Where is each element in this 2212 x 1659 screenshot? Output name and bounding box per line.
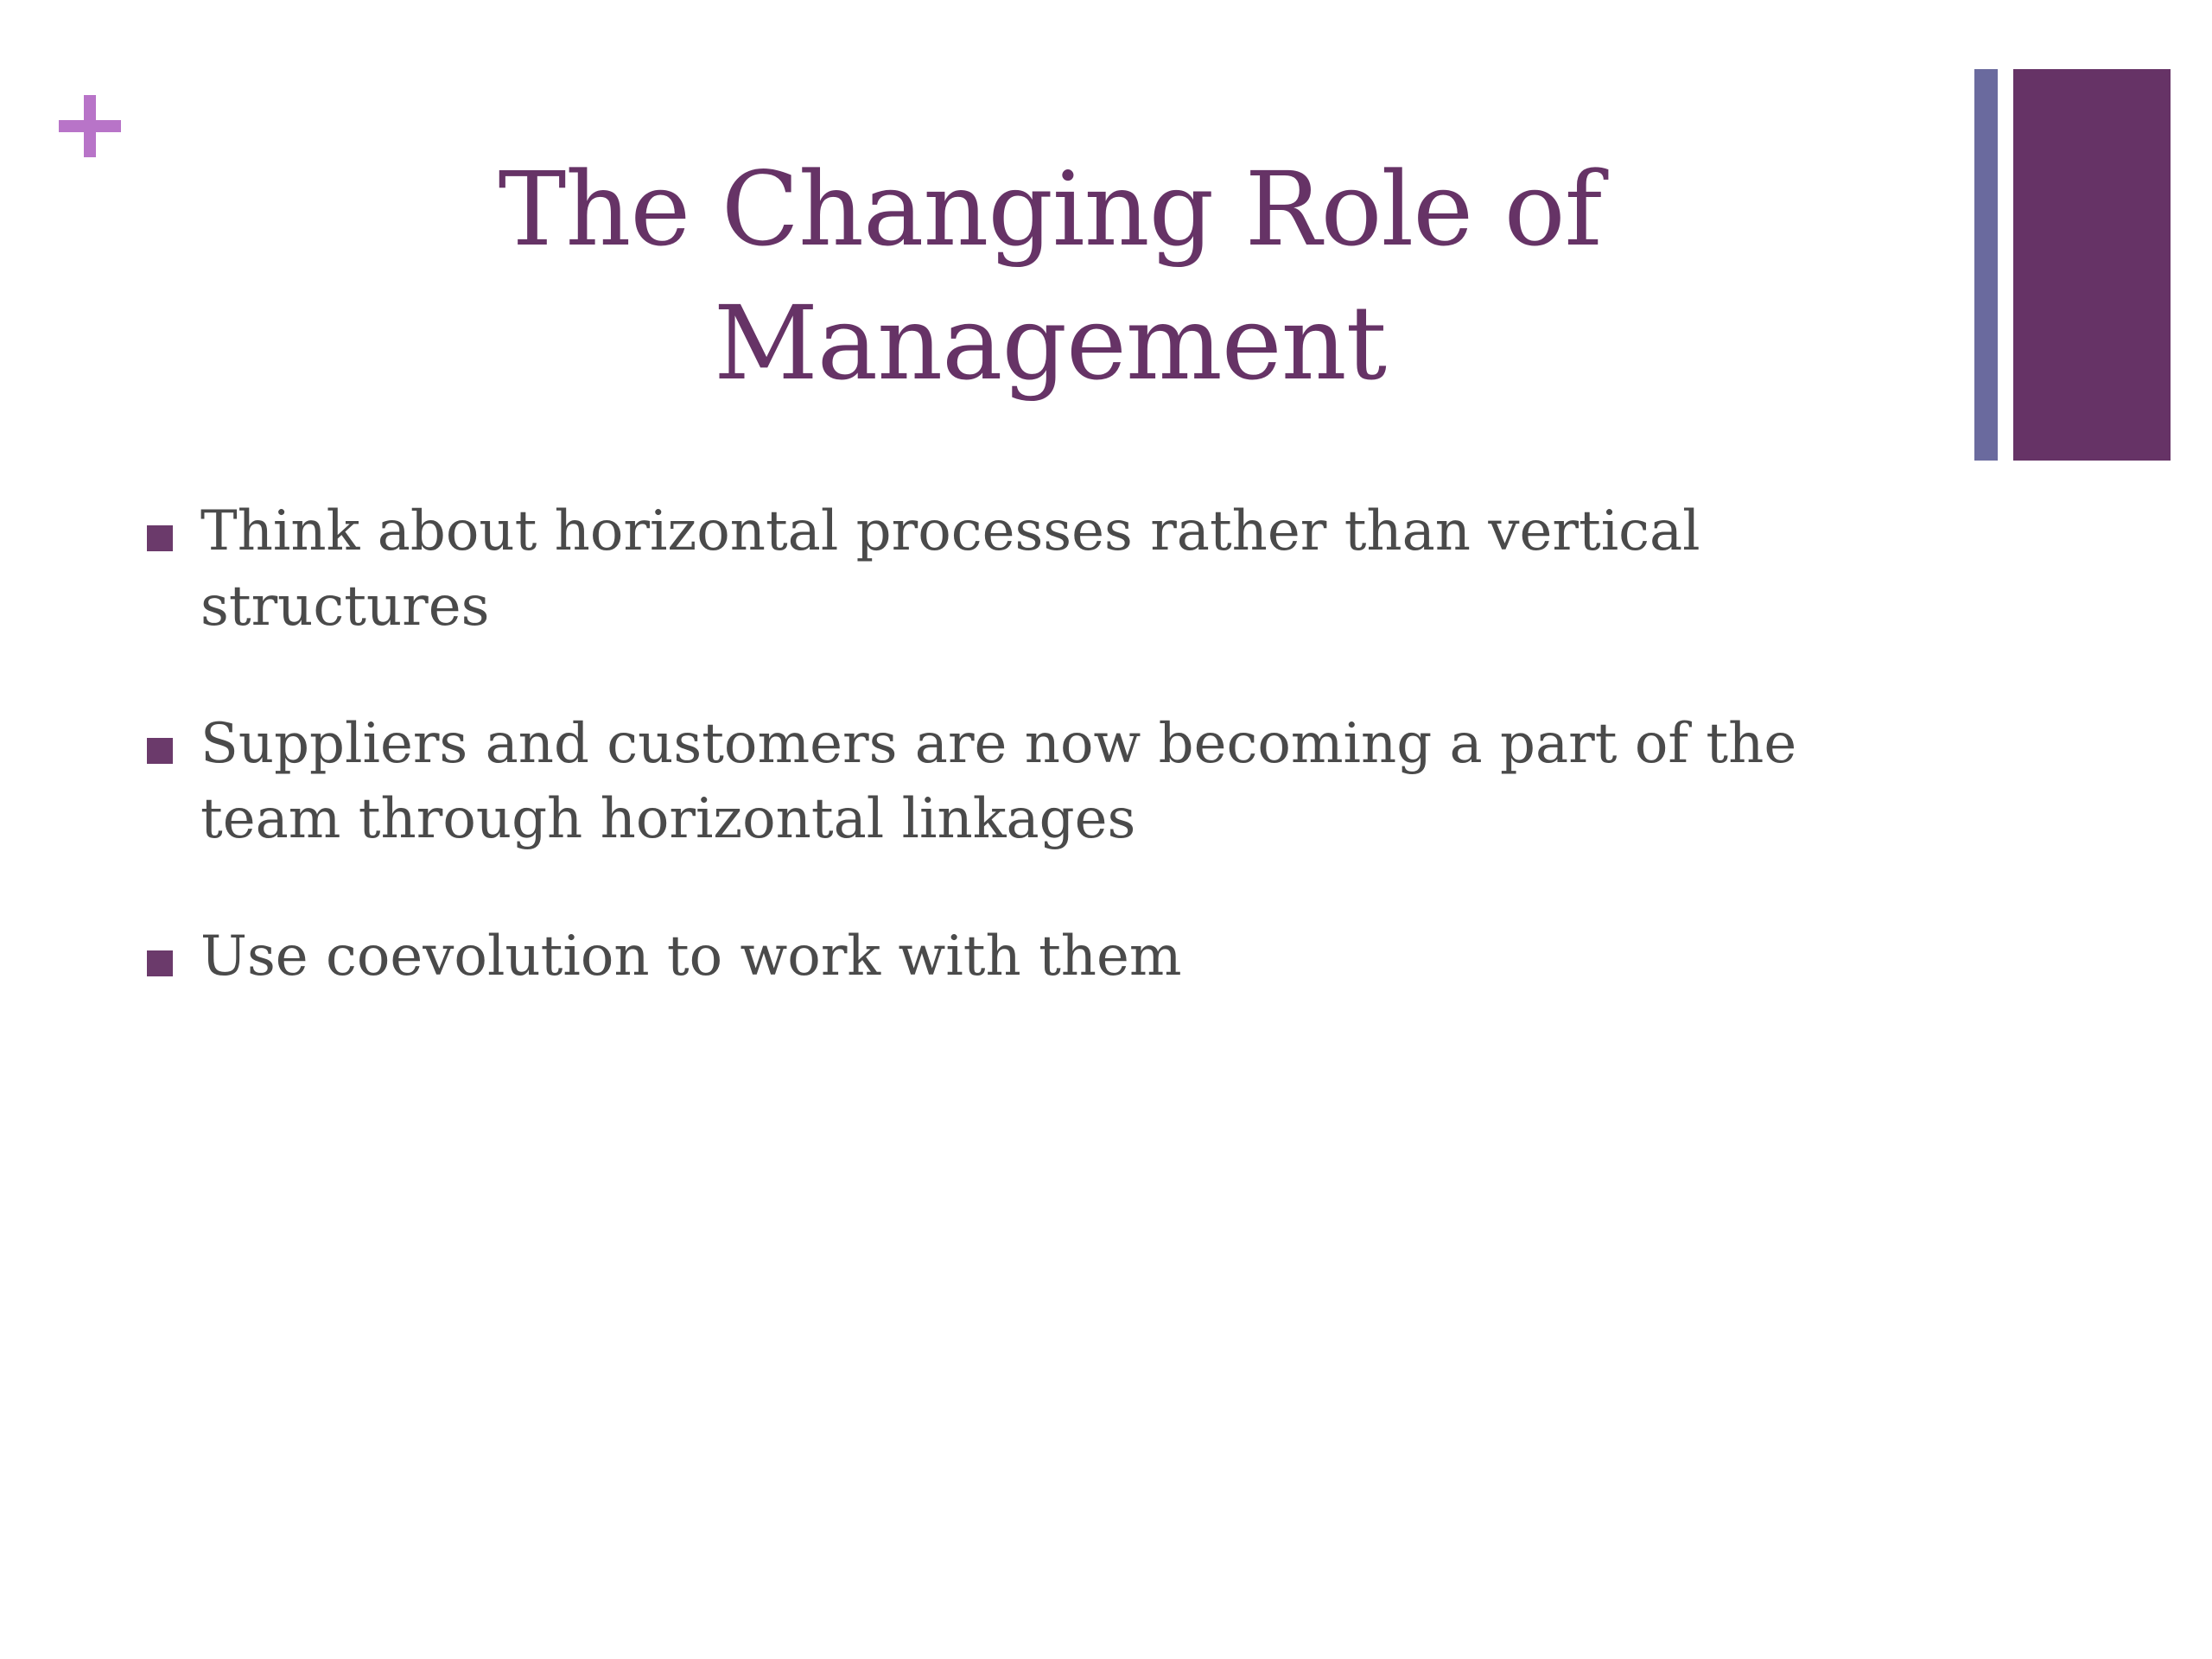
bullet-text-line: Suppliers and customers are now becoming a part of the <box>200 712 1797 776</box>
bullet-list <box>147 494 1875 1057</box>
plus-icon-vertical <box>84 95 96 157</box>
decorative-bar-wide <box>2013 69 2171 461</box>
bullet-text-line: Think about horizontal processes rather than vertical <box>200 499 1700 563</box>
bullet-item <box>147 707 1875 857</box>
bullet-text-line: Use coevolution to work with them <box>200 925 1182 988</box>
square-bullet-icon <box>147 525 173 551</box>
square-bullet-icon <box>147 950 173 976</box>
bullet-text-line: team through horizontal linkages <box>200 787 1136 851</box>
bullet-item <box>147 919 1875 995</box>
slide-title-line: The Changing Role of <box>498 149 1602 269</box>
decorative-bar-thin <box>1974 69 1998 461</box>
bullet-item <box>147 494 1875 645</box>
slide-title-line: Management <box>713 283 1387 403</box>
square-bullet-icon <box>147 738 173 764</box>
slide-title <box>372 143 1728 410</box>
plus-icon <box>59 95 121 157</box>
bullet-text-line: structures <box>200 575 490 639</box>
